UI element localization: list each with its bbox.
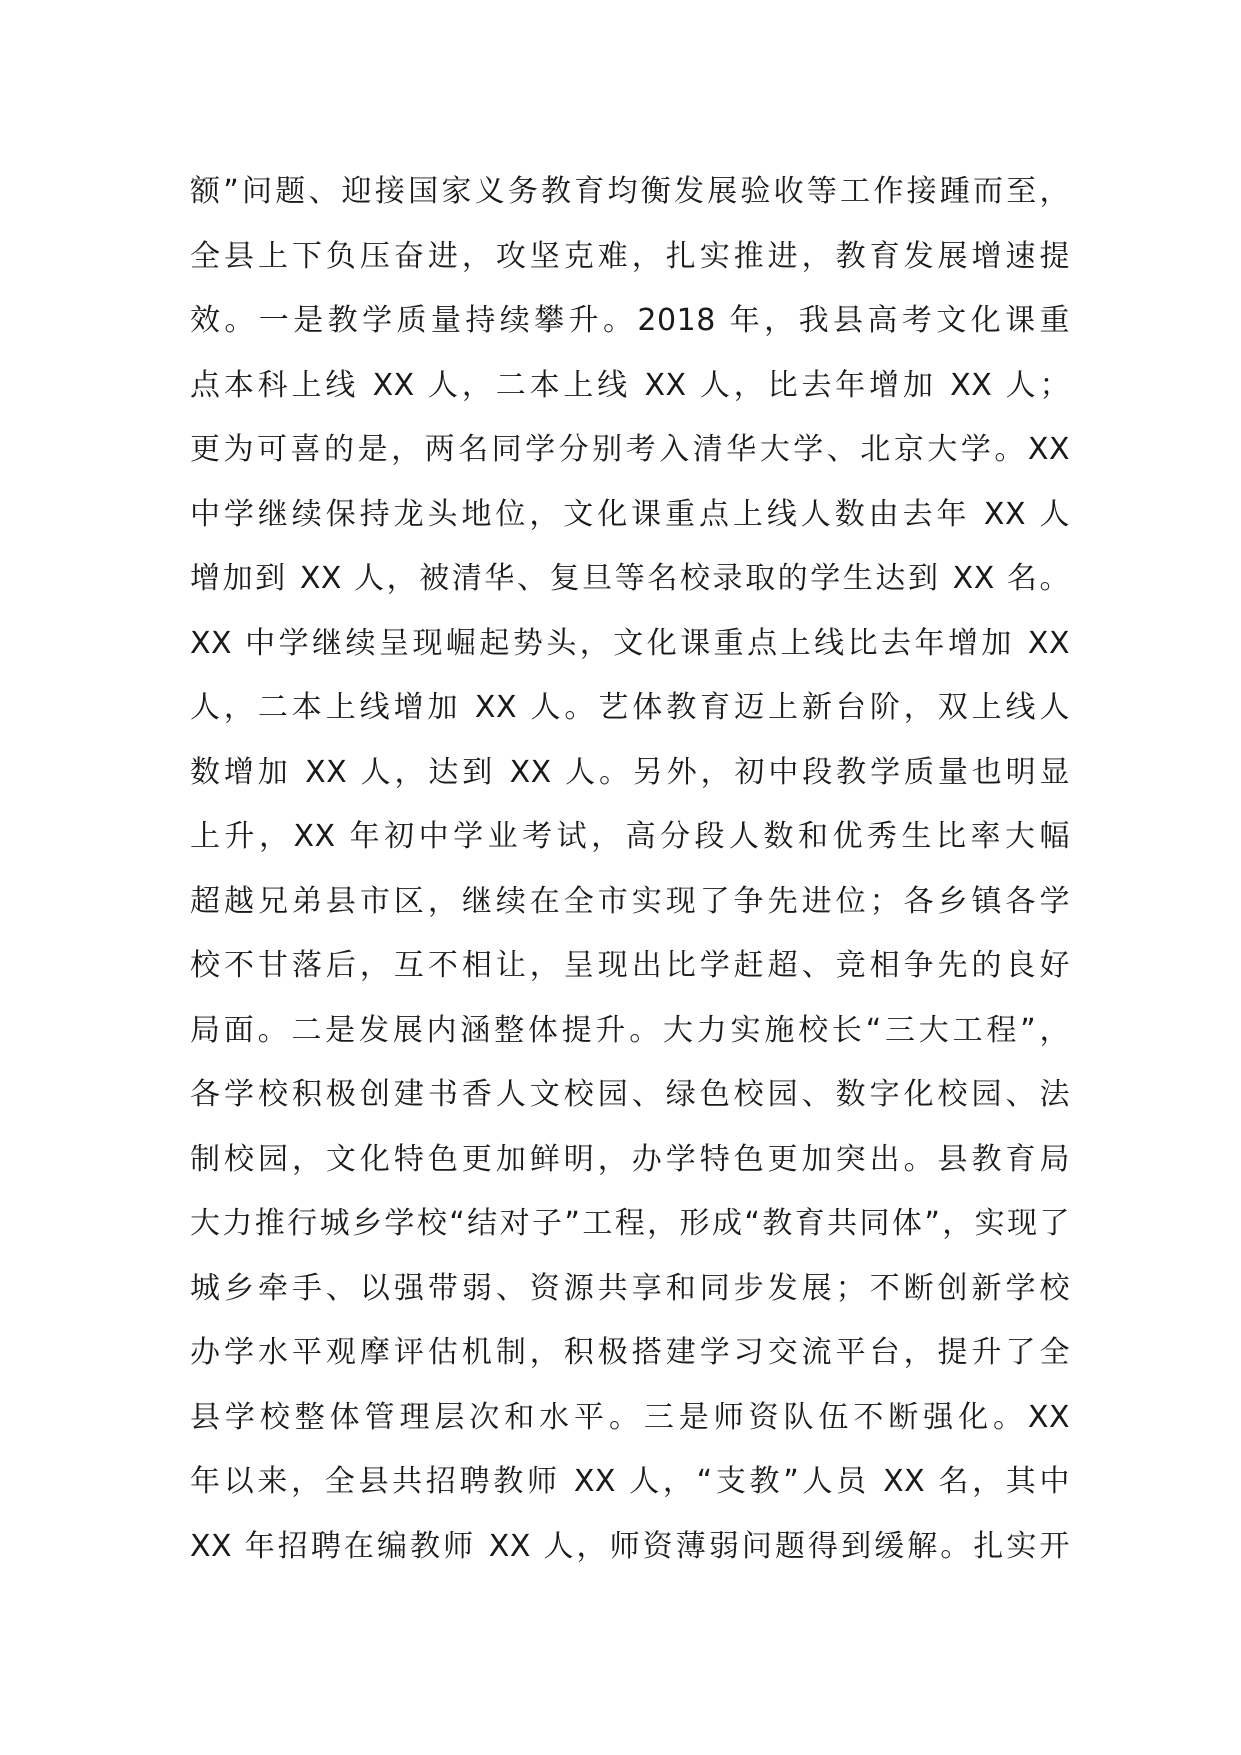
text-line: 城乡牵手、以强带弱、资源共享和同步发展；不断创新学校 [190, 1270, 1070, 1306]
text-line: 办学水平观摩评估机制，积极搭建学习交流平台，提升了全 [190, 1335, 1070, 1370]
text-line: 校不甘落后，互不相让，呈现出比学赶超、竞相争先的良好 [190, 948, 1070, 983]
text-line: 超越兄弟县市区，继续在全市实现了争先进位；各乡镇各学 [190, 883, 1070, 919]
text-line: 局面。二是发展内涵整体提升。大力实施校长“三大工程”， [190, 1012, 1070, 1048]
text-line: 额”问题、迎接国家义务教育均衡发展验收等工作接踵而至， [190, 174, 1070, 209]
text-line: 大力推行城乡学校“结对子”工程，形成“教育共同体”，实现了 [190, 1206, 1070, 1241]
text-line: 全县上下负压奋进，攻坚克难，扎实推进，教育发展增速提 [190, 238, 1070, 274]
text-line: 上升，XX 年初中学业考试，高分段人数和优秀生比率大幅 [190, 819, 1070, 854]
text-line: 各学校积极创建书香人文校园、绿色校园、数字化校园、法 [190, 1077, 1070, 1112]
text-line: 县学校整体管理层次和水平。三是师资队伍不断强化。XX [190, 1399, 1070, 1435]
text-line: 效。一是教学质量持续攀升。2018 年，我县高考文化课重 [190, 303, 1070, 338]
text-line: 增加到 XX 人，被清华、复旦等名校录取的学生达到 XX 名。 [190, 561, 1070, 596]
text-line: XX 年招聘在编教师 XX 人，师资薄弱问题得到缓解。扎实开 [190, 1528, 1070, 1564]
text-line: 制校园，文化特色更加鲜明，办学特色更加突出。县教育局 [190, 1141, 1070, 1177]
text-line: 数增加 XX 人，达到 XX 人。另外，初中段教学质量也明显 [190, 754, 1070, 790]
text-line: 点本科上线 XX 人，二本上线 XX 人，比去年增加 XX 人； [190, 367, 1070, 403]
text-line: 年以来，全县共招聘教师 XX 人，“支教”人员 XX 名，其中 [190, 1464, 1070, 1499]
text-line: XX 中学继续呈现崛起势头，文化课重点上线比去年增加 XX [190, 625, 1070, 661]
body-text [190, 160, 1070, 1579]
text-line: 更为可喜的是，两名同学分别考入清华大学、北京大学。XX [190, 432, 1070, 467]
text-line: 中学继续保持龙头地位，文化课重点上线人数由去年 XX 人 [190, 496, 1070, 532]
text-line: 人，二本上线增加 XX 人。艺体教育迈上新台阶，双上线人 [190, 690, 1070, 725]
